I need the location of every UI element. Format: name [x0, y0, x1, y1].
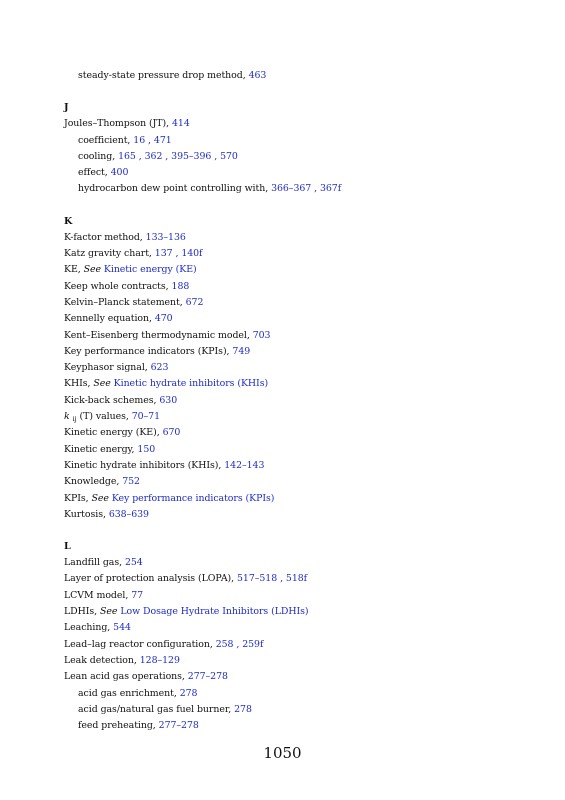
- entry-term: Keep whole contracts,: [64, 280, 172, 292]
- variable-k: k: [64, 411, 70, 423]
- index-entry: [64, 474, 534, 490]
- page-link[interactable]: 277–278: [158, 720, 199, 732]
- entry-term: KHIs,: [64, 378, 94, 390]
- index-entry: [64, 507, 534, 523]
- index-entry: [64, 409, 534, 425]
- index-subentry: [64, 133, 534, 149]
- index-entry: [64, 458, 534, 474]
- see-reference: See: [93, 378, 111, 390]
- page-number: 1050: [263, 744, 302, 762]
- section-letter-j: J: [64, 102, 69, 114]
- index-entry: [64, 311, 534, 327]
- page-link[interactable]: 16 , 471: [133, 134, 172, 146]
- index-entry: [64, 328, 534, 344]
- index-entry: [64, 376, 534, 392]
- page-link[interactable]: 70–71: [131, 411, 160, 423]
- page-link[interactable]: 137 , 140f: [154, 248, 203, 260]
- entry-term: Leak detection,: [64, 654, 140, 666]
- entry-term: feed preheating,: [78, 720, 159, 732]
- see-reference: See: [83, 264, 101, 276]
- page-link[interactable]: 623: [150, 362, 169, 374]
- page-link[interactable]: 414: [171, 118, 190, 130]
- page-link[interactable]: 254: [124, 557, 143, 569]
- index-entry: [64, 344, 534, 360]
- index-entry: [64, 279, 534, 295]
- entry-term: Lead–lag reactor configuration,: [64, 638, 216, 650]
- entry-term: coefficient,: [78, 134, 134, 146]
- entry-term: (T) values,: [76, 411, 132, 423]
- index-entry: [64, 246, 534, 262]
- entry-term: Landfill gas,: [64, 557, 125, 569]
- entry-term: Joules–Thompson (JT),: [64, 118, 172, 130]
- page-link[interactable]: 133–136: [145, 231, 186, 243]
- index-entry: [64, 230, 534, 246]
- index-entry: [64, 68, 534, 84]
- index-subentry: [64, 702, 534, 718]
- entry-term: acid gas/natural gas fuel burner,: [78, 703, 235, 715]
- page-link[interactable]: 749: [232, 345, 251, 357]
- entry-term: Lean acid gas operations,: [64, 671, 188, 683]
- index-content: [64, 68, 534, 734]
- page-link[interactable]: 400: [110, 167, 129, 179]
- page-link[interactable]: 517–518 , 518f: [237, 573, 308, 585]
- page-link[interactable]: 142–143: [224, 459, 265, 471]
- index-entry: [64, 555, 534, 571]
- page-link[interactable]: 630: [159, 394, 178, 406]
- page-link[interactable]: 165 , 362 , 395–396 , 570: [118, 150, 238, 162]
- page-link[interactable]: 188: [171, 280, 190, 292]
- index-entry: [64, 491, 534, 507]
- page-link[interactable]: 366–367 , 367f: [271, 183, 342, 195]
- index-entry: [64, 295, 534, 311]
- entry-term: effect,: [78, 167, 111, 179]
- page-link[interactable]: 703: [252, 329, 271, 341]
- page-link[interactable]: 258 , 259f: [215, 638, 264, 650]
- cross-reference-link[interactable]: Kinetic energy (KE): [103, 264, 197, 276]
- section-letter-k: K: [64, 215, 73, 227]
- index-entry: [64, 425, 534, 441]
- page-link[interactable]: 470: [154, 313, 173, 325]
- entry-term: K-factor method,: [64, 231, 146, 243]
- page-link[interactable]: 278: [179, 687, 198, 699]
- index-subentry: [64, 181, 534, 197]
- entry-term: Katz gravity chart,: [64, 248, 155, 260]
- entry-term: LDHIs,: [64, 606, 101, 618]
- index-entry: [64, 653, 534, 669]
- entry-term: Kennelly equation,: [64, 313, 155, 325]
- entry-term: LCVM model,: [64, 589, 132, 601]
- page-link[interactable]: 278: [234, 703, 252, 715]
- page-link[interactable]: 463: [248, 70, 267, 81]
- index-entry: [64, 604, 534, 620]
- section-letter-l: L: [64, 541, 71, 553]
- index-entry: [64, 669, 534, 685]
- see-reference: See: [91, 492, 109, 504]
- cross-reference-link[interactable]: Key performance indicators (KPIs): [111, 492, 275, 504]
- entry-term: Key performance indicators (KPIs),: [64, 345, 233, 357]
- page-link[interactable]: 150: [137, 443, 156, 455]
- entry-term: Layer of protection analysis (LOPA),: [64, 573, 238, 585]
- entry-term: steady-state pressure drop method,: [78, 70, 249, 81]
- entry-term: Kinetic hydrate inhibitors (KHIs),: [64, 459, 225, 471]
- see-reference: See: [100, 606, 118, 618]
- index-entry: [64, 620, 534, 636]
- variable-subscript: ij: [72, 415, 77, 424]
- index-entry: [64, 571, 534, 587]
- entry-term: Knowledge,: [64, 476, 123, 488]
- index-entry: [64, 360, 534, 376]
- page-link[interactable]: 77: [131, 589, 144, 601]
- entry-term: hydrocarbon dew point controlling with,: [78, 183, 272, 195]
- index-entry: [64, 262, 534, 278]
- entry-term: Keyphasor signal,: [64, 362, 151, 374]
- index-subentry: [64, 165, 534, 181]
- entry-term: acid gas enrichment,: [78, 687, 180, 699]
- page-link[interactable]: 670: [162, 427, 181, 439]
- page-link[interactable]: 544: [113, 622, 131, 634]
- index-entry: [64, 442, 534, 458]
- entry-term: Kelvin–Planck statement,: [64, 296, 186, 308]
- entry-term: Kick-back schemes,: [64, 394, 160, 406]
- index-entry: [64, 393, 534, 409]
- entry-term: Kurtosis,: [64, 508, 109, 520]
- cross-reference-link[interactable]: Low Dosage Hydrate Inhibitors (LDHIs): [120, 606, 309, 618]
- page-link[interactable]: 128–129: [139, 654, 180, 666]
- entry-term: KPIs,: [64, 492, 92, 504]
- index-subentry: [64, 718, 534, 734]
- cross-reference-link[interactable]: Kinetic hydrate inhibitors (KHIs): [113, 378, 269, 390]
- index-entry: [64, 116, 534, 132]
- entry-term: Leaching,: [64, 622, 114, 634]
- entry-term: Kinetic energy,: [64, 443, 138, 455]
- page-link[interactable]: 752: [122, 476, 140, 488]
- entry-term: Kinetic energy (KE),: [64, 427, 163, 439]
- page-link[interactable]: 277–278: [187, 671, 228, 683]
- page-link[interactable]: 638–639: [108, 508, 149, 520]
- index-entry: [64, 637, 534, 653]
- index-entry: [64, 588, 534, 604]
- entry-term: cooling,: [78, 150, 119, 162]
- entry-term: KE,: [64, 264, 84, 276]
- index-subentry: [64, 686, 534, 702]
- entry-term: Kent–Eisenberg thermodynamic model,: [64, 329, 253, 341]
- page-link[interactable]: 672: [185, 296, 204, 308]
- index-subentry: [64, 149, 534, 165]
